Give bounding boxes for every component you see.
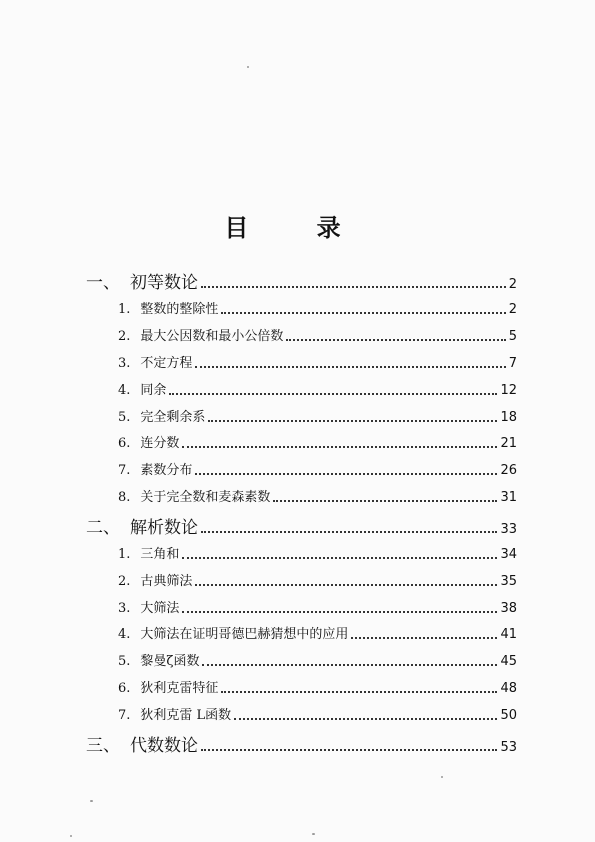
page-number: 34 xyxy=(500,547,517,562)
dot-leader xyxy=(195,577,497,586)
toc-chapter-3[interactable] xyxy=(86,731,517,756)
dot-leader xyxy=(351,630,497,639)
section-number: 2. xyxy=(118,574,131,589)
section-number: 6. xyxy=(118,681,131,696)
page-number: 5 xyxy=(508,329,517,344)
toc-section[interactable] xyxy=(118,597,517,616)
page-number: 7 xyxy=(508,356,517,371)
chapter-title: 解析数论 xyxy=(130,518,198,538)
section-number: 4. xyxy=(118,383,131,398)
chapter-title: 初等数论 xyxy=(130,273,198,293)
toc-section[interactable] xyxy=(118,379,517,398)
toc-section[interactable] xyxy=(118,570,517,589)
dot-leader xyxy=(202,657,497,666)
section-title: 大筛法在证明哥德巴赫猜想中的应用 xyxy=(140,627,349,642)
toc-section[interactable] xyxy=(118,486,517,505)
section-title: 大筛法 xyxy=(140,601,180,616)
scan-speck xyxy=(90,800,93,802)
scan-speck xyxy=(70,835,72,837)
chapter-title: 代数数论 xyxy=(130,736,198,756)
page-number: 12 xyxy=(500,383,517,398)
toc-section[interactable] xyxy=(118,298,517,317)
chapter-number: 二、 xyxy=(86,518,120,538)
section-title: 素数分布 xyxy=(140,463,193,478)
dot-leader xyxy=(234,711,497,720)
toc-section[interactable] xyxy=(118,432,517,451)
dot-leader xyxy=(182,439,497,448)
section-title: 连分数 xyxy=(140,436,180,451)
page-number: 50 xyxy=(500,708,517,723)
page-title: 目 录 xyxy=(224,214,371,242)
dot-leader xyxy=(221,305,505,314)
page-number: 31 xyxy=(500,490,517,505)
toc-section[interactable] xyxy=(118,704,517,723)
section-title: 同余 xyxy=(140,383,167,398)
toc-chapter-1[interactable] xyxy=(86,268,517,293)
toc-section[interactable] xyxy=(118,543,517,562)
section-number: 8. xyxy=(118,490,131,505)
dot-leader xyxy=(201,522,497,533)
section-title: 不定方程 xyxy=(140,356,193,371)
dot-leader xyxy=(195,359,505,368)
page-number: 2 xyxy=(508,302,517,317)
scan-speck xyxy=(247,66,249,68)
section-title: 最大公因数和最小公倍数 xyxy=(140,329,284,344)
section-number: 7. xyxy=(118,463,131,478)
chapter-number: 一、 xyxy=(86,273,120,293)
section-title: 整数的整除性 xyxy=(140,302,219,317)
scan-speck xyxy=(312,833,315,835)
page-number: 48 xyxy=(500,681,517,696)
section-title: 狄利克雷特征 xyxy=(140,681,219,696)
section-title: 关于完全数和麦森素数 xyxy=(140,490,271,505)
chapter-number: 三、 xyxy=(86,736,120,756)
section-number: 5. xyxy=(118,410,131,425)
toc-section[interactable] xyxy=(118,677,517,696)
toc-section[interactable] xyxy=(118,650,517,669)
dot-leader xyxy=(208,413,497,422)
section-title: 黎曼ζ函数 xyxy=(140,654,200,669)
dot-leader xyxy=(169,386,497,395)
section-number: 5. xyxy=(118,654,131,669)
page-number: 38 xyxy=(500,601,517,616)
page-number: 2 xyxy=(508,277,517,292)
scan-speck xyxy=(441,776,443,778)
dot-leader xyxy=(182,604,497,613)
page-number: 26 xyxy=(500,463,517,478)
dot-leader xyxy=(286,332,505,341)
page-number: 45 xyxy=(500,654,517,669)
section-title: 三角和 xyxy=(140,547,180,562)
section-number: 3. xyxy=(118,601,131,616)
section-title: 狄利克雷 L函数 xyxy=(140,708,232,723)
dot-leader xyxy=(221,684,497,693)
toc-section[interactable] xyxy=(118,623,517,642)
section-number: 2. xyxy=(118,329,131,344)
section-number: 1. xyxy=(118,302,131,317)
toc-section[interactable] xyxy=(118,325,517,344)
dot-leader xyxy=(195,466,497,475)
section-number: 3. xyxy=(118,356,131,371)
toc-section[interactable] xyxy=(118,459,517,478)
dot-leader xyxy=(182,550,497,559)
section-number: 1. xyxy=(118,547,131,562)
section-title: 古典筛法 xyxy=(140,574,193,589)
toc-chapter-2[interactable] xyxy=(86,513,517,538)
section-number: 4. xyxy=(118,627,131,642)
dot-leader xyxy=(201,740,497,751)
page-number: 18 xyxy=(500,410,517,425)
page-number: 35 xyxy=(500,574,517,589)
toc-section[interactable] xyxy=(118,406,517,425)
dot-leader xyxy=(201,277,506,288)
page-number: 21 xyxy=(500,436,517,451)
page-number: 41 xyxy=(500,627,517,642)
section-number: 6. xyxy=(118,436,131,451)
page-number: 53 xyxy=(500,740,517,755)
page-number: 33 xyxy=(500,522,517,537)
toc-section[interactable] xyxy=(118,352,517,371)
section-number: 7. xyxy=(118,708,131,723)
dot-leader xyxy=(273,493,497,502)
section-title: 完全剩余系 xyxy=(140,410,206,425)
